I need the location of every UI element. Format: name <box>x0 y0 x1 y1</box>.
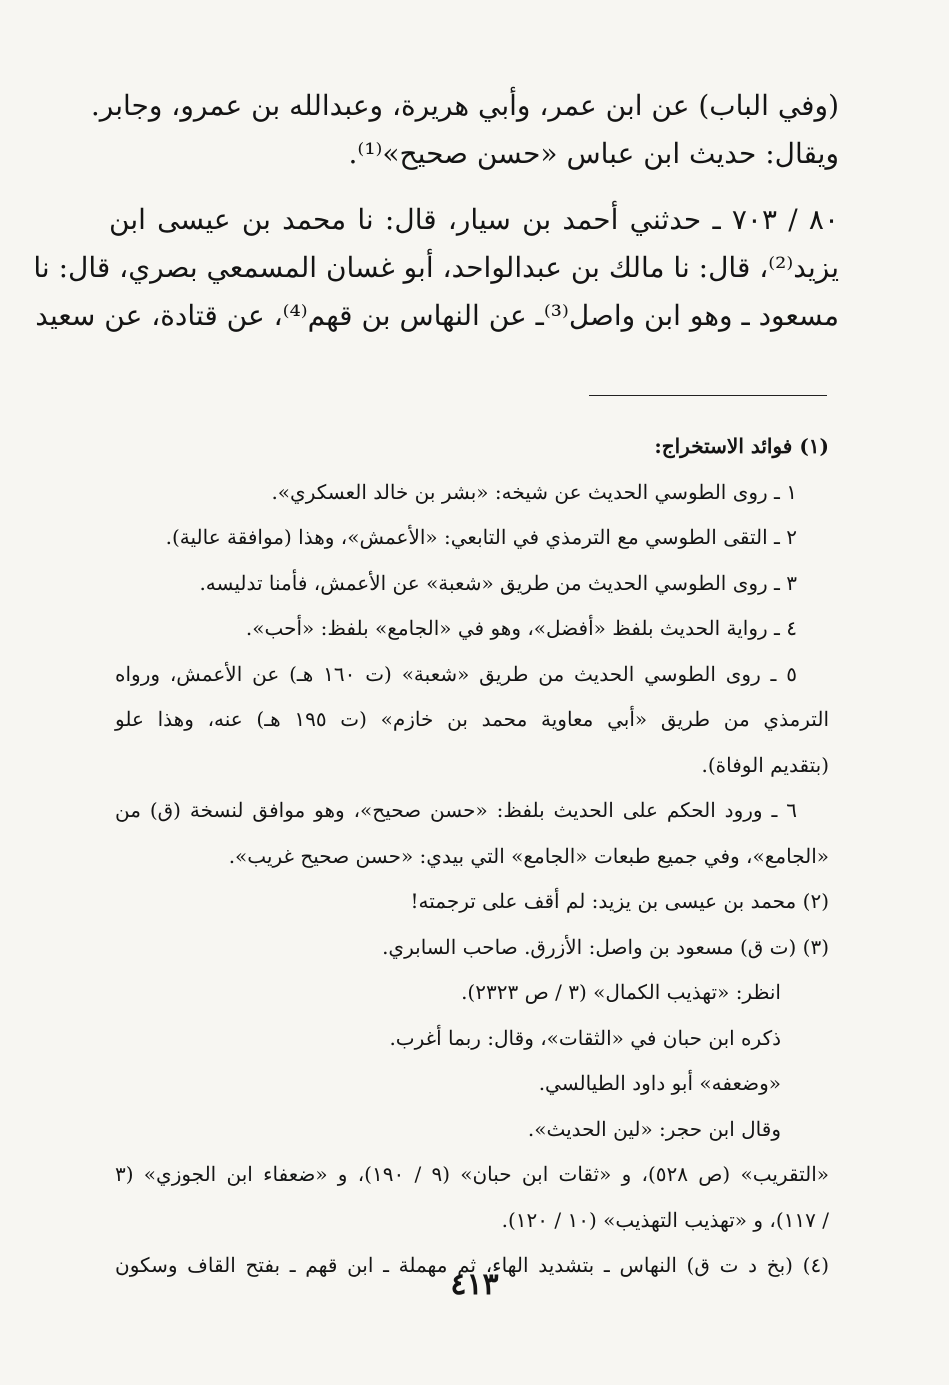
footnote-line: ٢ ـ التقى الطوسي مع الترمذي في التابعي: «الأعمش»، وهذا (موافقة عالية). <box>165 525 797 549</box>
footnote-line: ٣ ـ روى الطوسي الحديث من طريق «شعبة» عن الأعمش، فأمنا تدليسه. <box>199 570 797 595</box>
footnote-line: ٦ ـ ورود الحكم على الحديث بلفظ: «حسن صحيح»، وهو موافق لنسخة (ق) من <box>115 798 797 822</box>
footnote-line: ٤ ـ رواية الحديث بلفظ «أفضل»، وهو في «الجامع» بلفظ: «أحب». <box>245 616 797 640</box>
footnote-line: (٤) (بخ د ت ق) النهاس ـ بتشديد الهاء، ثم مهملة ـ ابن قهم ـ بفتح القاف وسكون <box>115 1253 829 1277</box>
footnote-line: «وضعفه» أبو داود الطيالسي. <box>538 1071 781 1095</box>
footnote-line: «التقريب» (ص ٥٢٨)، و «ثقات ابن حبان» (٩ / ١٩٠)، و «ضعفاء ابن الجوزي» (٣ <box>115 1162 829 1186</box>
footnote-line: «الجامع»، وفي جميع طبعات «الجامع» التي بيدي: «حسن صحيح غريب». <box>228 843 829 868</box>
footnote-line: ١ ـ روى الطوسي الحديث عن شيخه: «بشر بن خالد العسكري». <box>271 479 797 504</box>
footnote-line: (بتقديم الوفاة). <box>701 752 829 777</box>
main-line: ويقال: حديث ابن عباس «حسن صحيح»⁽¹⁾. <box>348 137 839 170</box>
main-line: يزيد⁽²⁾، قال: نا مالك بن عبدالواحد، أبو غسان المسمعي بصري، قال: نا <box>33 251 839 284</box>
footnote-line: انظر: «تهذيب الكمال» (٣ / ص ٢٣٢٣). <box>461 980 781 1004</box>
main-line: مسعود ـ وهو ابن واصل⁽³⁾ـ عن النهاس بن قهم⁽⁴⁾، عن قتادة، عن سعيد <box>35 299 839 332</box>
footnote-line: (٢) محمد بن عيسى بن يزيد: لم أقف على ترجمته! <box>410 889 829 913</box>
footnotes <box>115 424 829 1289</box>
main-line: ٨٠ / ٧٠٣ ـ حدثني أحمد بن سيار، قال: نا محمد بن عيسى ابن <box>109 203 839 236</box>
main-line: (وفي الباب) عن ابن عمر، وأبي هريرة، وعبدالله بن عمرو، وجابر. <box>90 89 839 122</box>
footnote-line: ٥ ـ روى الطوسي الحديث من طريق «شعبة» (ت ١٦٠ هـ) عن الأعمش، ورواه <box>115 661 798 686</box>
footnote-line: / ١١٧)، و «تهذيب التهذيب» (١٠ / ١٢٠). <box>501 1207 829 1232</box>
footnote-line: ذكره ابن حبان في «الثقات»، وقال: ربما أغرب. <box>389 1025 781 1050</box>
main-text <box>33 82 839 340</box>
footnote-line: الترمذي من طريق «أبي معاوية محمد بن خازم» (ت ١٩٥ هـ) عنه، وهذا علو <box>115 707 829 731</box>
page-number: ٤١٣ <box>450 1267 499 1302</box>
footnote-heading: (١) فوائد الاستخراج: <box>654 434 829 458</box>
footnote-separator <box>589 395 827 396</box>
footnote-line: (٣) (ت ق) مسعود بن واصل: الأزرق. صاحب السابري. <box>382 934 829 959</box>
footnote-line: وقال ابن حجر: «لين الحديث». <box>527 1116 781 1141</box>
